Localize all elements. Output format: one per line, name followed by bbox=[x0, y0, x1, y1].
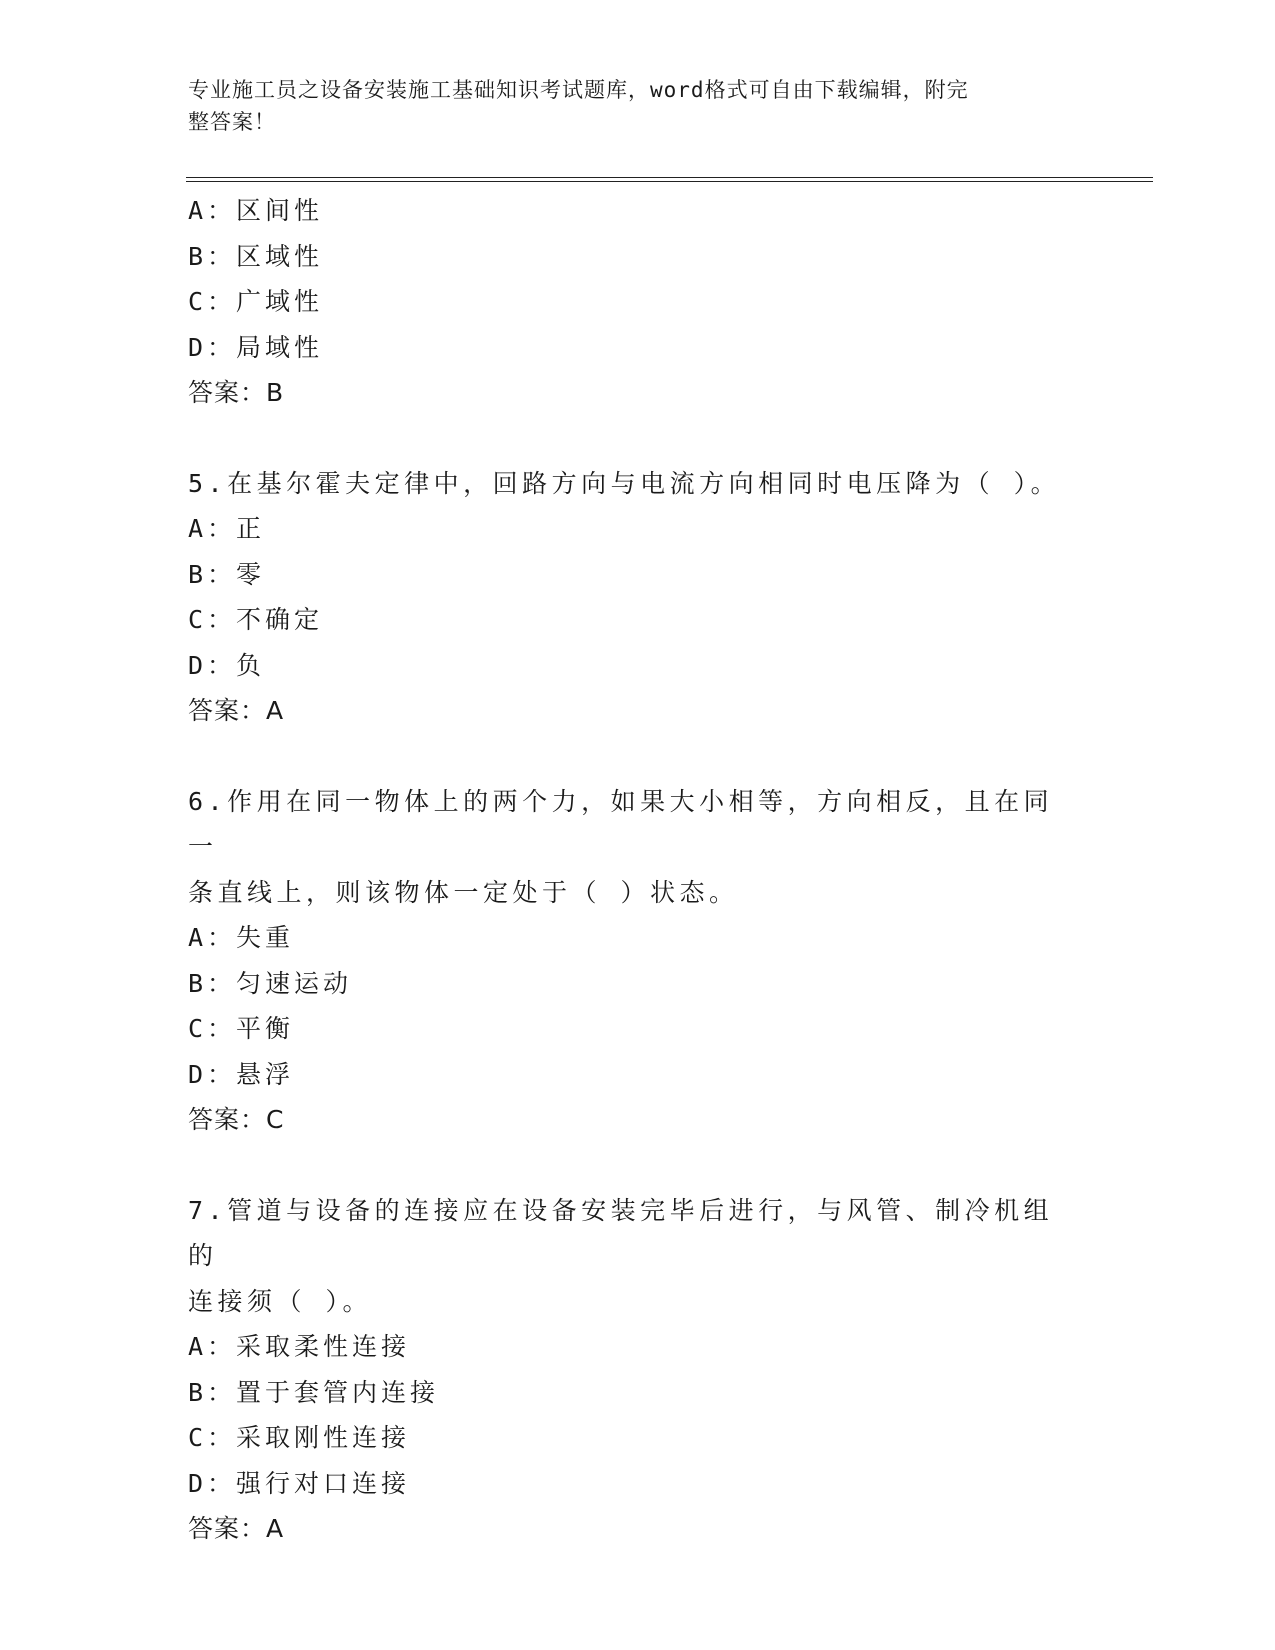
question-text-line-1: 7.管道与设备的连接应在设备安装完毕后进行，与风管、制冷机组的 bbox=[188, 1195, 1054, 1270]
option-d: D：悬浮 bbox=[188, 1059, 295, 1089]
question-text-line-2: 连接须（ ）。 bbox=[188, 1286, 373, 1316]
option-d: D：局域性 bbox=[188, 332, 324, 362]
header-line-2: 整答案！ bbox=[188, 110, 276, 134]
question-block bbox=[188, 188, 1108, 416]
answer-line: 答案：A bbox=[188, 696, 285, 725]
question-text: 5.在基尔霍夫定律中，回路方向与电流方向相同时电压降为（ ）。 bbox=[188, 468, 1061, 498]
option-c: C：平衡 bbox=[188, 1014, 295, 1043]
answer-line: 答案：B bbox=[188, 378, 285, 407]
option-c: C：不确定 bbox=[188, 605, 324, 634]
option-a: A：失重 bbox=[188, 923, 295, 952]
option-b: B：匀速运动 bbox=[188, 968, 353, 998]
document-header bbox=[188, 74, 1068, 138]
option-d: D：负 bbox=[188, 650, 266, 680]
header-divider-bottom bbox=[186, 181, 1153, 182]
question-text-line-2: 条直线上，则该物体一定处于（ ）状态。 bbox=[188, 877, 739, 907]
answer-line: 答案：C bbox=[188, 1105, 285, 1134]
option-d: D：强行对口连接 bbox=[188, 1468, 411, 1498]
block-spacer bbox=[188, 1143, 1108, 1188]
question-text-line-1: 6.作用在同一物体上的两个力，如果大小相等，方向相反，且在同一 bbox=[188, 786, 1054, 861]
option-c: C：采取刚性连接 bbox=[188, 1423, 411, 1452]
block-spacer bbox=[188, 416, 1108, 461]
option-b: B：零 bbox=[188, 559, 266, 589]
option-b: B：区域性 bbox=[188, 241, 324, 271]
question-list bbox=[188, 188, 1108, 1552]
block-spacer bbox=[188, 734, 1108, 779]
option-a: A：正 bbox=[188, 514, 266, 543]
option-b: B：置于套管内连接 bbox=[188, 1377, 440, 1407]
header-line-1: 专业施工员之设备安装施工基础知识考试题库，word格式可自由下载编辑，附完 bbox=[188, 78, 969, 102]
option-c: C：广域性 bbox=[188, 287, 324, 316]
question-block bbox=[188, 461, 1108, 734]
question-block bbox=[188, 1188, 1108, 1552]
option-a: A：区间性 bbox=[188, 196, 324, 225]
question-block bbox=[188, 779, 1108, 1143]
answer-line: 答案：A bbox=[188, 1514, 285, 1543]
option-a: A：采取柔性连接 bbox=[188, 1332, 411, 1361]
header-divider-top bbox=[186, 177, 1153, 178]
